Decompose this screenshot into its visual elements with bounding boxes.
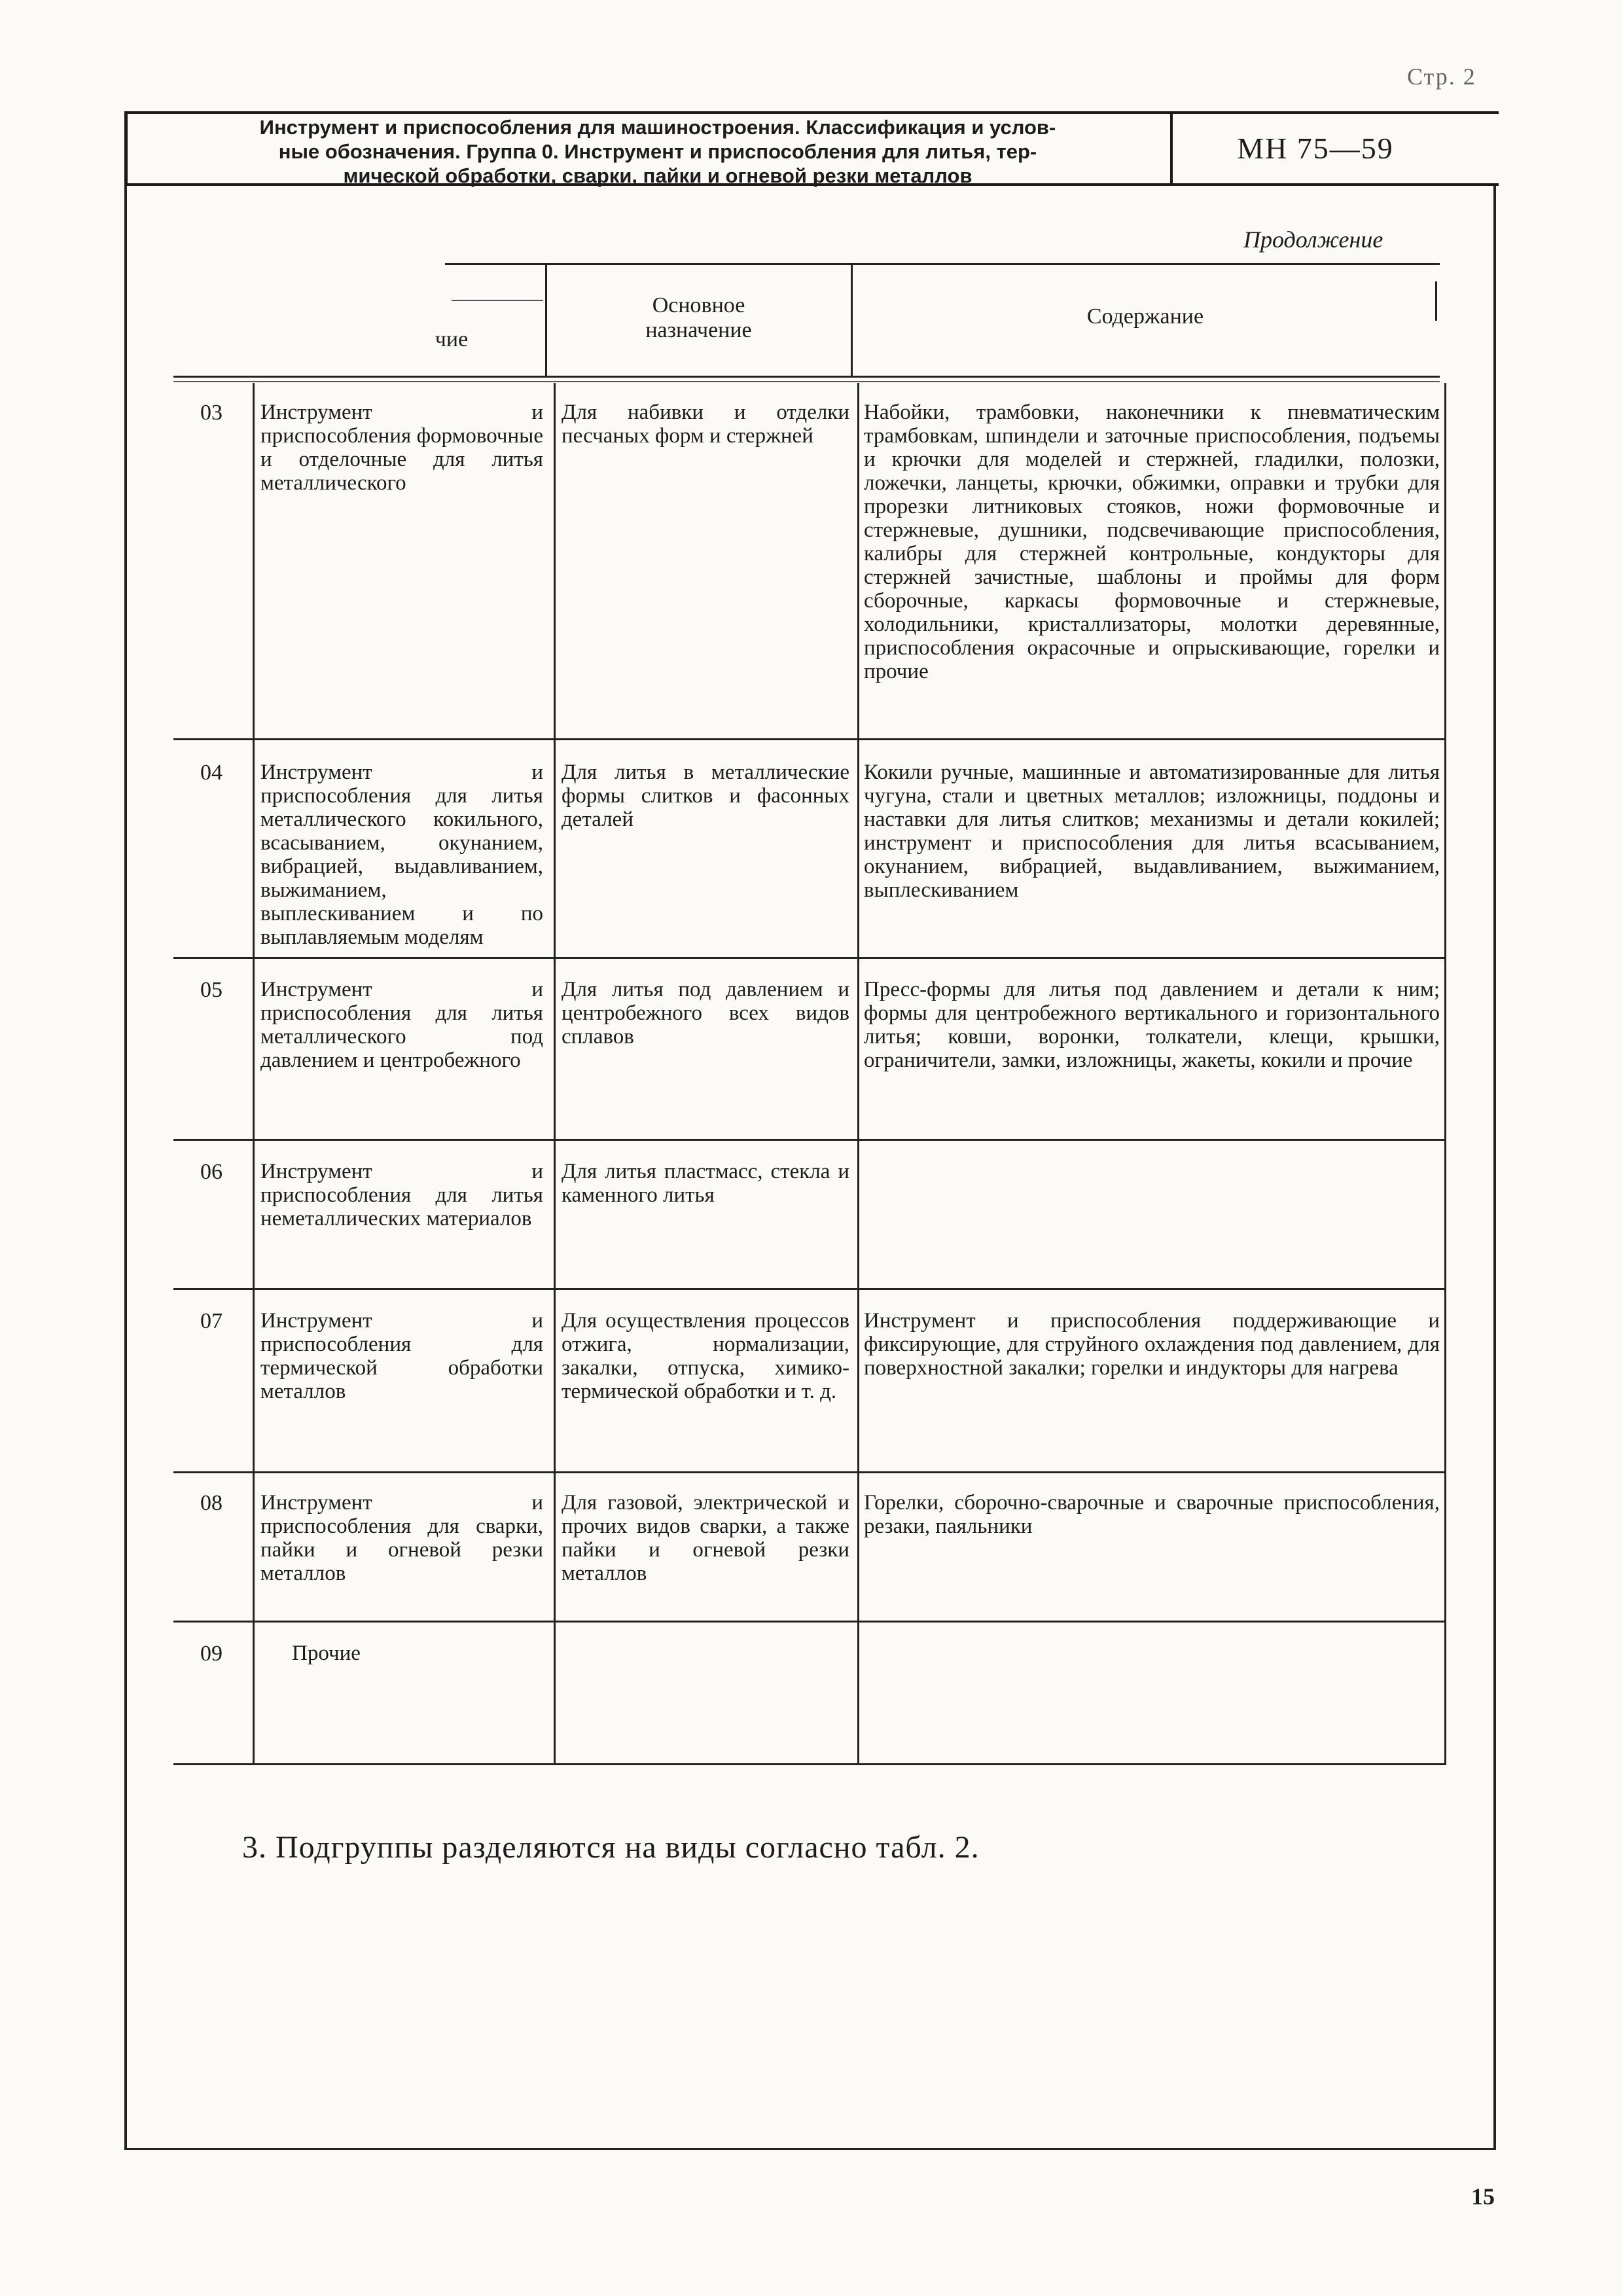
row-purpose-07: Для осуществления процессов отжига, нормализации, закалки, отпуска, химико-термической обработки и т. д. xyxy=(562,1309,849,1403)
col-header-purpose xyxy=(550,293,847,343)
header-divider xyxy=(1170,111,1173,186)
header-bottom-double-1 xyxy=(173,376,1440,378)
row-sep-05-06 xyxy=(173,1139,1446,1141)
row-content-04: Кокили ручные, машинные и автоматизированные для литья чугуна, стали и цветных металлов; изложницы, поддоны и наставки для литья слитков; механизмы и детали кокилей; инструмент и приспособления для литья всасыванием, окунанием, вибрацией, выдавливанием, выжиманием, выплескиванием xyxy=(864,761,1440,902)
page-frame-left xyxy=(124,186,127,2149)
body-col-sep-3 xyxy=(857,383,859,1765)
row-code-06: 06 xyxy=(200,1160,223,1184)
row-purpose-05: Для литья под давлением и центробежного всех видов сплавов xyxy=(562,978,849,1049)
col-header-purpose-line-1: Основное xyxy=(652,293,745,317)
header-title-line-1: Инструмент и приспособления для машиностроения. Классификация и услов- xyxy=(259,116,1056,139)
row-code-04: 04 xyxy=(200,761,223,785)
row-code-08: 08 xyxy=(200,1491,223,1515)
body-col-sep-1 xyxy=(253,383,255,1765)
col-header-purpose-line-2: назначение xyxy=(645,318,752,342)
row-code-03: 03 xyxy=(200,401,223,425)
page-frame-right xyxy=(1493,186,1496,2149)
col-header-content: Содержание xyxy=(1086,304,1204,329)
row-name-09: Прочие xyxy=(292,1641,361,1665)
page-number: 15 xyxy=(1471,2183,1495,2210)
body-col-right xyxy=(1444,383,1446,1765)
row-purpose-03: Для набивки и отделки песчаных форм и стержней xyxy=(562,401,849,448)
row-code-07: 07 xyxy=(200,1309,223,1333)
body-col-sep-2 xyxy=(554,383,556,1765)
row-content-07: Инструмент и приспособления поддерживающие и фиксирующие, для струйного охлаждения под давлением, для поверхностной закалки; горелки и индукторы для нагрева xyxy=(864,1309,1440,1380)
row-purpose-06: Для литья пластмасс, стекла и каменного литья xyxy=(562,1160,849,1207)
document-code: МН 75—59 xyxy=(1237,132,1394,165)
header-title-line-2: ные обозначения. Группа 0. Инструмент и приспособления для литья, тер- xyxy=(278,140,1037,163)
row-name-05: Инструмент и приспособления для литья металлического под давлением и центробежного xyxy=(260,978,543,1072)
row-sep-06-07 xyxy=(173,1288,1446,1290)
header-col-right xyxy=(1435,281,1437,321)
row-name-08: Инструмент и приспособления для сварки, пайки и огневой резки металлов xyxy=(260,1491,543,1585)
row-name-03: Инструмент и приспособления формовочные и отделочные для литья металлического xyxy=(260,401,543,495)
page-label: Стр. 2 xyxy=(1407,63,1476,90)
header-left-rule xyxy=(124,111,128,186)
header-bottom-double-2 xyxy=(173,381,1440,382)
col-header-name: чие xyxy=(435,327,469,351)
row-code-09: 09 xyxy=(200,1641,223,1666)
header-title-line-3: мической обработки, сварки, пайки и огневой резки металлов xyxy=(343,164,972,187)
footnote: 3. Подгруппы разделяются на виды согласно табл. 2. xyxy=(242,1830,980,1865)
page-frame-bottom xyxy=(124,2148,1496,2150)
row-sep-03-04 xyxy=(173,738,1446,740)
table-top-rule xyxy=(445,263,1440,265)
row-code-05: 05 xyxy=(200,978,223,1002)
row-sep-07-08 xyxy=(173,1471,1446,1473)
header-col-sep-1 xyxy=(545,265,547,376)
row-purpose-08: Для газовой, электрической и прочих видов сварки, а также пайки и огневой резки металлов xyxy=(562,1491,849,1585)
row-content-03: Набойки, трамбовки, наконечники к пневматическим трамбовкам, шпиндели и заточные приспособления, подъемы и крючки для моделей и стержней, гладилки, полозки, ложечки, ланцеты, крючки, обжимки, оправки и трубки для прорезки литниковых стояков, ножи формовочные и стержневые, душники, подсвечивающие приспособления, калибры для стержней контрольные, кондукторы для стержней зачистные, шаблоны и проймы для форм сборочные, каркасы формовочные и стержневые, холодильники, кристаллизаторы, молотки деревянные, приспособления окрасочные и опрыскивающие, горелки и прочие xyxy=(864,401,1440,683)
header-col-sep-2 xyxy=(851,265,853,376)
row-name-07: Инструмент и приспособления для термической обработки металлов xyxy=(260,1309,543,1403)
row-content-08: Горелки, сборочно-сварочные и сварочные приспособления, резаки, паяльники xyxy=(864,1491,1440,1538)
table-bottom-rule xyxy=(173,1763,1446,1765)
continuation-label: Продолжение xyxy=(1243,226,1383,253)
name-col-header-rule xyxy=(452,300,543,301)
header-title xyxy=(173,115,1142,188)
row-purpose-04: Для литья в металлические формы слитков и фасонных деталей xyxy=(562,761,849,831)
row-name-06: Инструмент и приспособления для литья неметаллических материалов xyxy=(260,1160,543,1230)
row-content-05: Пресс-формы для литья под давлением и детали к ним; формы для центробежного вертикального и горизонтального литья; ковши, воронки, толкатели, клещи, крышки, ограничители, замки, изложницы, жакеты, кокили и прочие xyxy=(864,978,1440,1072)
row-name-04: Инструмент и приспособления для литья металлического кокильного, всасыванием, окунанием, вибрацией, выдавливанием, выжиманием, выплескиванием и по выплавляемым моделям xyxy=(260,761,543,949)
row-sep-04-05 xyxy=(173,957,1446,959)
row-sep-08-09 xyxy=(173,1621,1446,1623)
header-top-rule xyxy=(124,111,1499,114)
